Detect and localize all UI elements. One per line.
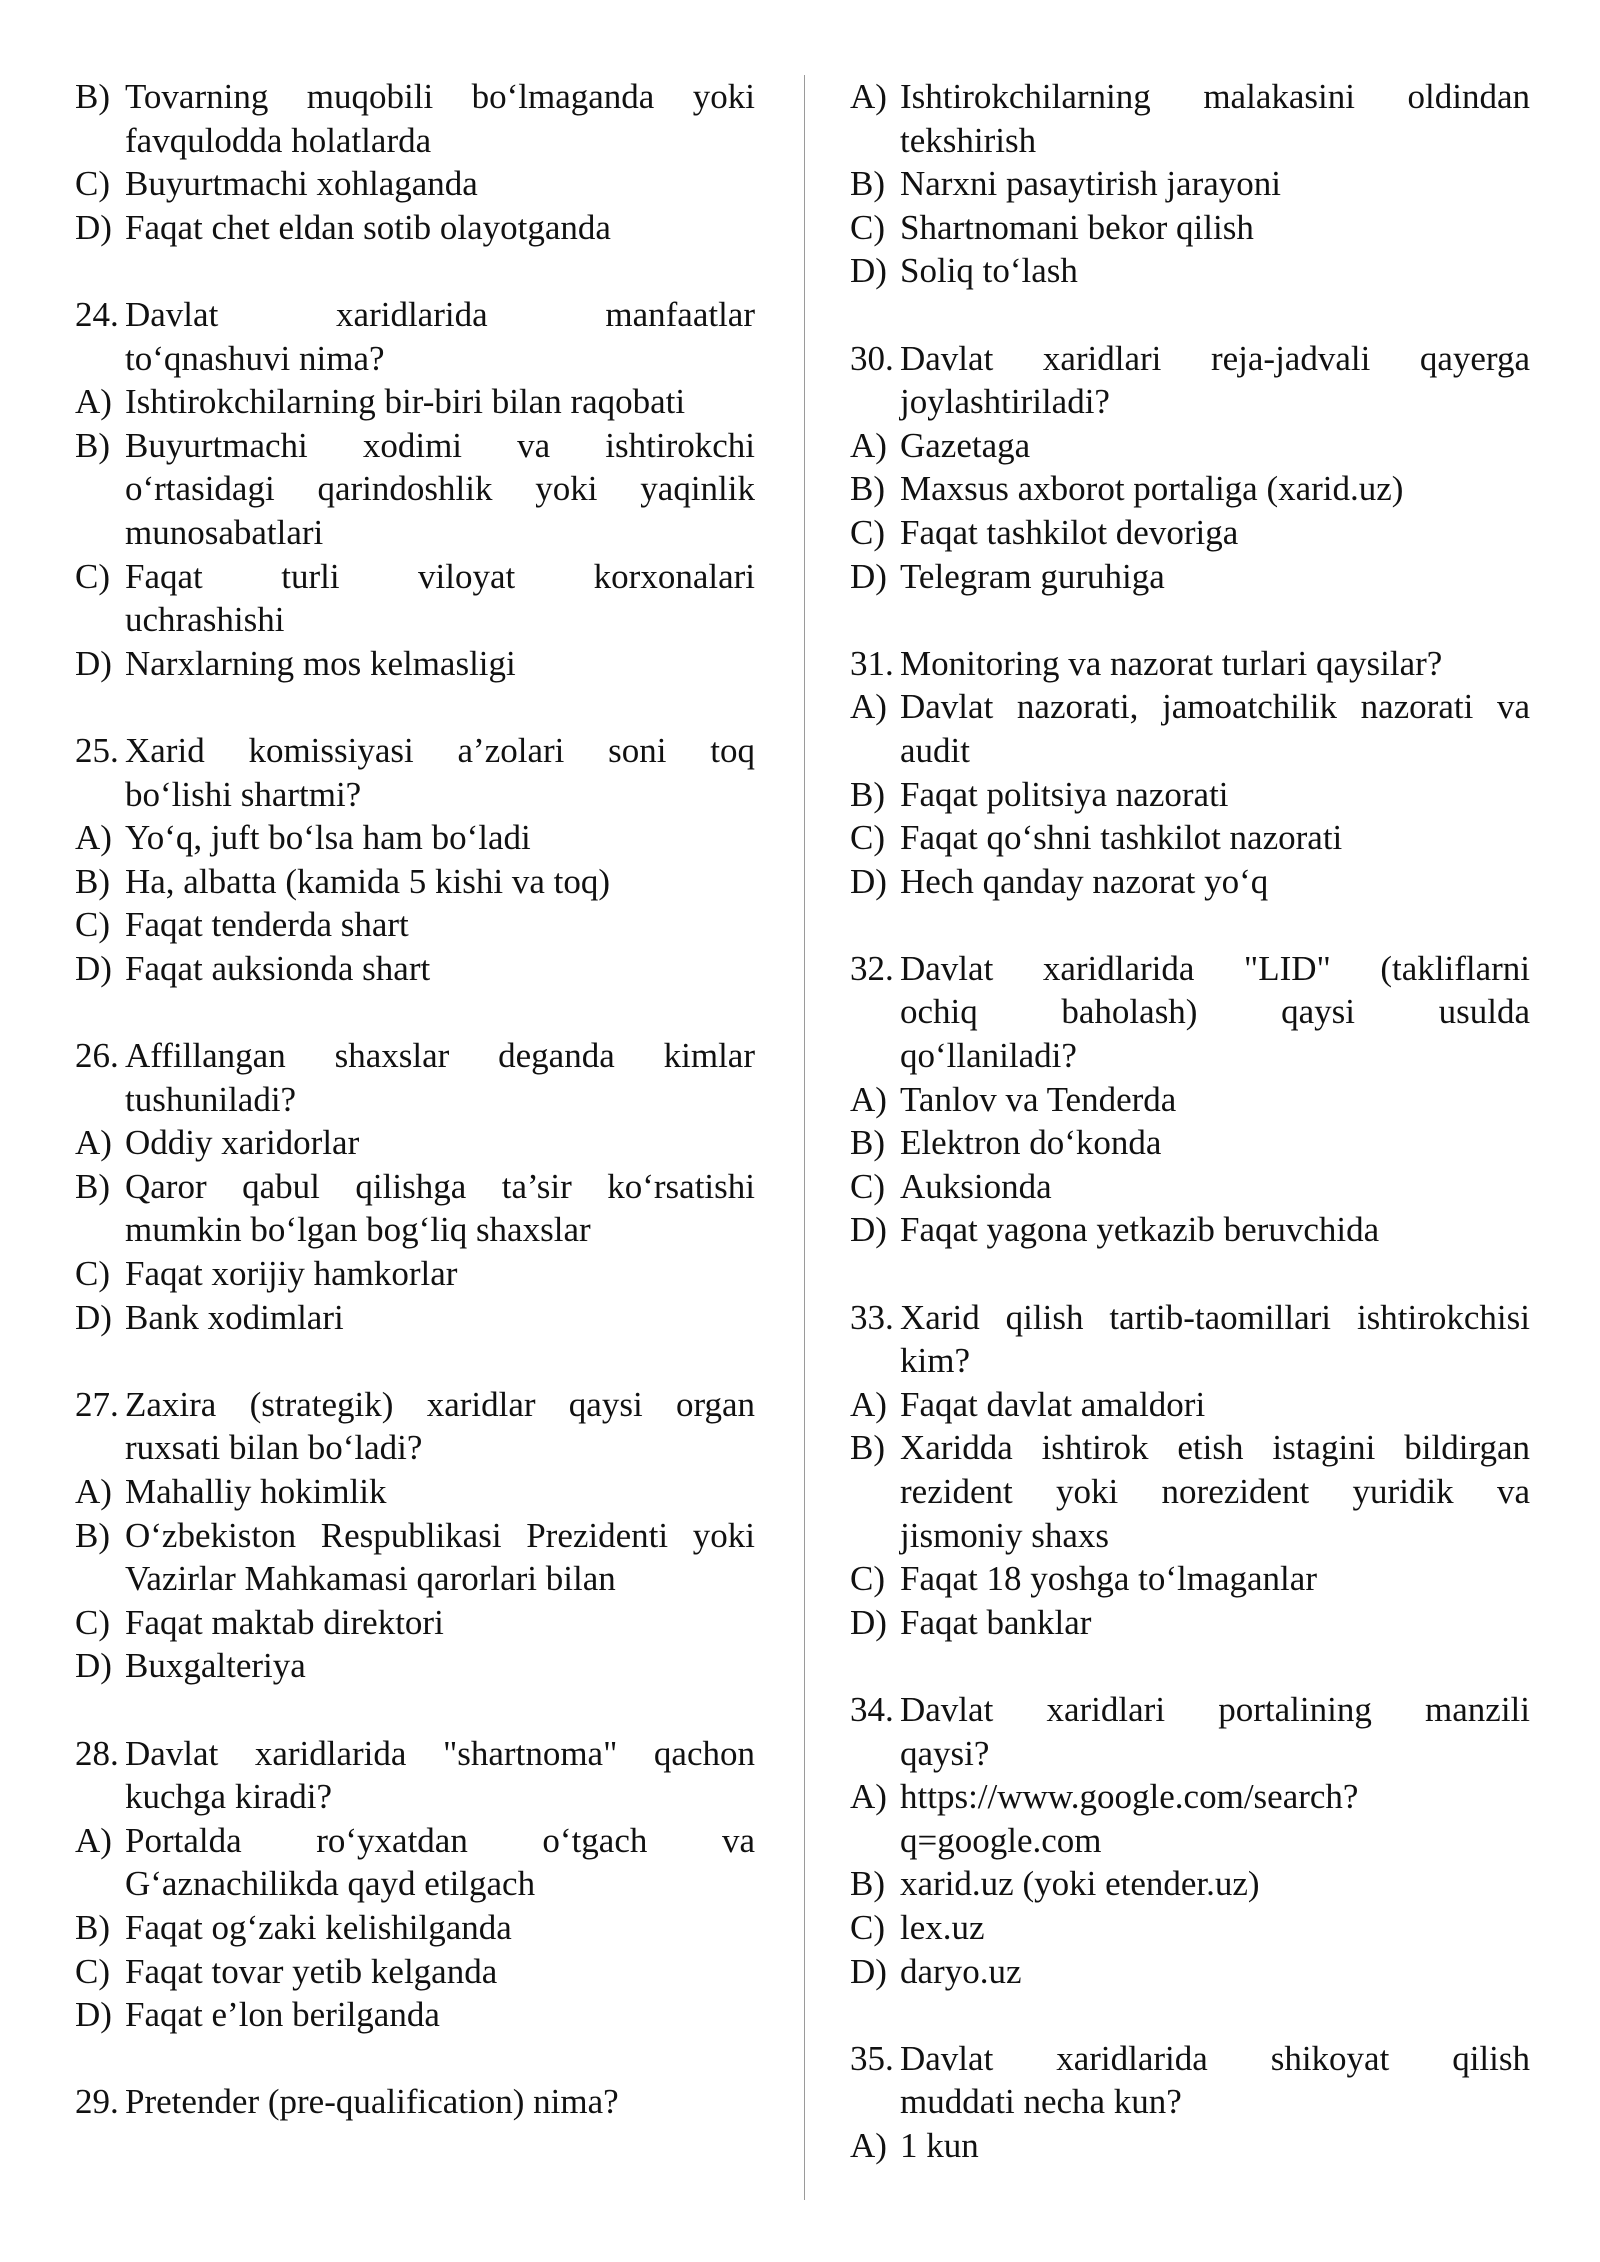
question-text-line: ochiq baholash) qaysi usulda — [900, 992, 1530, 1032]
option-text-line: tekshirish — [900, 120, 1037, 160]
option-text-line: Xaridda ishtirok etish istagini bildirgan — [900, 1428, 1530, 1468]
answer-option — [75, 1601, 755, 1645]
answer-option — [75, 1121, 755, 1165]
option-text-line: munosabatlari — [125, 512, 324, 552]
option-letter: C) — [75, 556, 110, 596]
option-letter: D) — [75, 948, 112, 988]
option-letter: C) — [75, 1951, 110, 1991]
block-spacer — [75, 1688, 755, 1732]
answer-option — [850, 773, 1530, 817]
option-text-line: Telegram guruhiga — [900, 556, 1165, 596]
question-text-line: qaysi? — [900, 1733, 990, 1773]
answer-option — [850, 1165, 1530, 1209]
option-text-line: mumkin bo‘lgan bog‘liq shaxslar — [125, 1210, 591, 1250]
answer-option — [75, 1950, 755, 1994]
option-letter: C) — [850, 207, 885, 247]
question-number: 28. — [75, 1733, 119, 1773]
answer-option — [850, 816, 1530, 860]
option-letter: D) — [850, 251, 887, 291]
option-text-line: Ha, albatta (kamida 5 kishi va toq) — [125, 861, 610, 901]
question-text-line: qo‘llaniladi? — [900, 1036, 1077, 1076]
question-text-line: bo‘lishi shartmi? — [125, 774, 362, 814]
answer-option — [850, 1950, 1530, 1994]
answer-option — [850, 424, 1530, 468]
answer-option — [75, 162, 755, 206]
left-column — [75, 75, 755, 2124]
answer-option — [75, 1906, 755, 1950]
option-letter: B) — [75, 1166, 110, 1206]
option-text-line: daryo.uz — [900, 1951, 1022, 1991]
option-text-line: rezident yoki norezident yuridik va — [900, 1472, 1530, 1511]
option-text-line: Bank xodimlari — [125, 1297, 344, 1337]
answer-option — [75, 1993, 755, 2037]
option-text-line: Faqat davlat amaldori — [900, 1384, 1206, 1424]
question-number: 30. — [850, 338, 894, 378]
answer-option — [850, 1557, 1530, 1601]
answer-option — [75, 1252, 755, 1296]
question-block — [75, 729, 755, 816]
option-text-line: Davlat nazorati, jamoatchilik nazorati va — [900, 687, 1530, 727]
question-block — [850, 2037, 1530, 2124]
answer-option — [75, 1470, 755, 1514]
answer-option — [75, 380, 755, 424]
block-spacer — [75, 990, 755, 1034]
answer-option — [850, 1078, 1530, 1122]
answer-option — [850, 1208, 1530, 1252]
option-letter: C) — [850, 818, 885, 858]
option-letter: D) — [75, 1646, 112, 1686]
answer-option — [75, 1644, 755, 1688]
option-text-line: Soliq to‘lash — [900, 251, 1078, 291]
option-letter: A) — [850, 1384, 887, 1424]
question-text-line: Davlat xaridlarida "shartnoma" qachon — [125, 1733, 755, 1773]
option-text-line: Qaror qabul qilishga ta’sir ko‘rsatishi — [125, 1166, 755, 1206]
option-letter: B) — [850, 1428, 885, 1468]
option-text-line: Narxni pasaytirish jarayoni — [900, 164, 1282, 204]
option-letter: C) — [850, 1907, 885, 1947]
question-block — [75, 293, 755, 380]
question-number: 26. — [75, 1036, 119, 1076]
option-letter: B) — [850, 1864, 885, 1904]
option-text-line: Faqat banklar — [900, 1602, 1092, 1642]
answer-option — [850, 685, 1530, 772]
question-text-line: Davlat xaridlari reja-jadvali qayerga — [900, 338, 1530, 378]
option-letter: A) — [850, 1079, 887, 1119]
option-text-line: Buxgalteriya — [125, 1646, 306, 1686]
answer-option — [75, 642, 755, 686]
option-text-line: Faqat tashkilot devoriga — [900, 512, 1239, 552]
option-text-line: Faqat yagona yetkazib beruvchida — [900, 1210, 1380, 1250]
option-letter: D) — [75, 1297, 112, 1337]
answer-option — [75, 1514, 755, 1601]
option-letter: A) — [850, 687, 887, 727]
option-text-line: Auksionda — [900, 1166, 1052, 1206]
option-text-line: 1 kun — [900, 2125, 979, 2165]
answer-option — [850, 860, 1530, 904]
option-letter: C) — [75, 1602, 110, 1642]
option-letter: A) — [75, 1820, 112, 1860]
answer-option — [850, 206, 1530, 250]
option-text-line: Faqat politsiya nazorati — [900, 774, 1229, 814]
option-text-line: Faqat 18 yoshga to‘lmaganlar — [900, 1559, 1317, 1599]
option-text-line: https://www.google.com/search? — [900, 1777, 1359, 1817]
option-text-line: O‘zbekiston Respublikasi Prezidenti yoki — [125, 1515, 755, 1555]
option-text-line: Buyurtmachi xohlaganda — [125, 164, 478, 204]
option-letter: A) — [75, 818, 112, 858]
option-letter: B) — [75, 425, 110, 465]
option-text-line: Oddiy xaridorlar — [125, 1123, 360, 1163]
option-letter: D) — [850, 556, 887, 596]
question-block — [850, 947, 1530, 1078]
column-divider — [804, 75, 805, 2200]
question-number: 31. — [850, 643, 894, 683]
question-block — [75, 1383, 755, 1470]
answer-option — [850, 1426, 1530, 1557]
option-letter: B) — [850, 774, 885, 814]
option-text-line: Faqat qo‘shni tashkilot nazorati — [900, 818, 1343, 858]
answer-option — [850, 1775, 1530, 1862]
option-text-line: Yo‘q, juft bo‘lsa ham bo‘ladi — [125, 818, 531, 858]
question-text-line: kuchga kiradi? — [125, 1777, 332, 1817]
option-text-line: Hech qanday nazorat yo‘q — [900, 861, 1269, 901]
option-letter: D) — [850, 1951, 887, 1991]
question-number: 29. — [75, 2082, 119, 2122]
question-block — [75, 1034, 755, 1121]
answer-option — [75, 903, 755, 947]
option-letter: C) — [75, 1254, 110, 1294]
option-text-line: q=google.com — [900, 1820, 1102, 1860]
option-text-line: Faqat auksionda shart — [125, 948, 431, 988]
option-text-line: G‘aznachilikda qayd etilgach — [125, 1864, 536, 1904]
right-column — [850, 75, 1530, 2168]
option-text-line: Faqat chet eldan sotib olayotganda — [125, 207, 611, 247]
option-letter: C) — [850, 1166, 885, 1206]
answer-option — [75, 1165, 755, 1252]
question-text-line: Affillangan shaxslar deganda kimlar — [125, 1036, 755, 1076]
option-text-line: favqulodda holatlarda — [125, 120, 432, 160]
option-text-line: Mahalliy hokimlik — [125, 1472, 387, 1511]
option-text-line: audit — [900, 730, 970, 770]
option-text-line: Ishtirokchilarning bir-biri bilan raqobati — [125, 382, 686, 422]
option-text-line: jismoniy shaxs — [900, 1515, 1110, 1555]
question-text-line: joylashtiriladi? — [900, 382, 1110, 422]
question-text-line: tushuniladi? — [125, 1079, 297, 1119]
question-block — [850, 337, 1530, 424]
answer-option — [75, 816, 755, 860]
option-letter: C) — [850, 1559, 885, 1599]
question-number: 33. — [850, 1297, 894, 1337]
question-text-line: muddati necha kun? — [900, 2082, 1182, 2122]
answer-option — [75, 424, 755, 555]
block-spacer — [850, 1644, 1530, 1688]
option-letter: A) — [75, 1472, 112, 1511]
option-text-line: Elektron do‘konda — [900, 1123, 1162, 1163]
option-letter: C) — [850, 512, 885, 552]
answer-option — [75, 206, 755, 250]
block-spacer — [850, 1252, 1530, 1296]
option-letter: A) — [850, 425, 887, 465]
answer-option — [75, 1819, 755, 1906]
option-letter: C) — [75, 905, 110, 945]
block-spacer — [850, 598, 1530, 642]
option-letter: C) — [75, 164, 110, 204]
option-text-line: Portalda ro‘yxatdan o‘tgach va — [125, 1820, 755, 1860]
option-text-line: Gazetaga — [900, 425, 1031, 465]
option-letter: B) — [850, 1123, 885, 1163]
answer-option — [75, 75, 755, 162]
option-letter: D) — [850, 861, 887, 901]
option-text-line: Shartnomani bekor qilish — [900, 207, 1254, 247]
option-letter: B) — [850, 469, 885, 509]
option-text-line: o‘rtasidagi qarindoshlik yoki yaqinlik — [125, 469, 755, 509]
question-block — [75, 1732, 755, 1819]
question-block — [850, 1296, 1530, 1383]
question-number: 32. — [850, 948, 894, 988]
question-number: 25. — [75, 730, 119, 770]
answer-option — [75, 1296, 755, 1340]
answer-option — [850, 2124, 1530, 2168]
question-text-line: Davlat xaridlari portalining manzili — [900, 1689, 1530, 1729]
answer-option — [850, 467, 1530, 511]
answer-option — [850, 511, 1530, 555]
question-text-line: Pretender (pre-qualification) nima? — [125, 2082, 619, 2122]
block-spacer — [75, 249, 755, 293]
question-number: 34. — [850, 1689, 894, 1729]
question-block — [75, 2080, 755, 2124]
option-letter: A) — [850, 1777, 887, 1817]
answer-option — [850, 1906, 1530, 1950]
option-text-line: Faqat turli viloyat korxonalari — [125, 556, 755, 596]
option-text-line: Faqat tenderda shart — [125, 905, 409, 945]
option-letter: A) — [75, 382, 112, 422]
answer-option — [850, 1601, 1530, 1645]
option-text-line: Faqat og‘zaki kelishilganda — [125, 1907, 512, 1947]
answer-option — [850, 75, 1530, 162]
answer-option — [850, 162, 1530, 206]
question-number: 35. — [850, 2038, 894, 2078]
answer-option — [850, 555, 1530, 599]
option-letter: B) — [850, 164, 885, 204]
answer-option — [75, 555, 755, 642]
question-number: 27. — [75, 1384, 119, 1424]
question-block — [850, 642, 1530, 686]
option-letter: A) — [850, 2125, 887, 2165]
question-text-line: Monitoring va nazorat turlari qaysilar? — [900, 643, 1443, 683]
question-text-line: to‘qnashuvi nima? — [125, 338, 385, 378]
question-text-line: Xarid komissiyasi a’zolari soni toq — [125, 730, 755, 770]
question-number: 24. — [75, 294, 119, 334]
option-text-line: Faqat xorijiy hamkorlar — [125, 1254, 458, 1294]
option-text-line: Maxsus axborot portaliga (xarid.uz) — [900, 469, 1404, 509]
option-letter: B) — [75, 1907, 110, 1947]
option-letter: B) — [75, 77, 110, 116]
block-spacer — [75, 2037, 755, 2081]
option-text-line: Narxlarning mos kelmasligi — [125, 643, 516, 683]
answer-option — [75, 947, 755, 991]
question-text-line: Davlat xaridlarida "LID" (takliflarni — [900, 948, 1530, 988]
question-text-line: Zaxira (strategik) xaridlar qaysi organ — [125, 1384, 755, 1424]
option-letter: A) — [75, 1123, 112, 1163]
option-letter: D) — [75, 1995, 112, 2035]
option-letter: D) — [850, 1602, 887, 1642]
option-text-line: xarid.uz (yoki etender.uz) — [900, 1864, 1260, 1904]
option-text-line: Ishtirokchilarning malakasini oldindan — [900, 77, 1530, 116]
option-text-line: uchrashishi — [125, 600, 285, 640]
answer-option — [850, 249, 1530, 293]
question-text-line: Davlat xaridlarida manfaatlar — [125, 294, 755, 334]
question-text-line: kim? — [900, 1341, 970, 1381]
question-text-line: ruxsati bilan bo‘ladi? — [125, 1428, 423, 1468]
question-text-line: Davlat xaridlarida shikoyat qilish — [900, 2038, 1530, 2078]
block-spacer — [75, 1339, 755, 1383]
option-letter: D) — [75, 207, 112, 247]
answer-option — [850, 1121, 1530, 1165]
option-text-line: Vazirlar Mahkamasi qarorlari bilan — [125, 1559, 616, 1599]
question-block — [850, 1688, 1530, 1775]
answer-option — [850, 1383, 1530, 1427]
option-letter: B) — [75, 1515, 110, 1555]
block-spacer — [850, 903, 1530, 947]
option-text-line: Faqat e’lon berilganda — [125, 1995, 440, 2035]
option-text-line: Faqat tovar yetib kelganda — [125, 1951, 498, 1991]
option-text-line: Faqat maktab direktori — [125, 1602, 444, 1642]
block-spacer — [850, 1993, 1530, 2037]
option-letter: D) — [850, 1210, 887, 1250]
block-spacer — [850, 293, 1530, 337]
answer-option — [75, 860, 755, 904]
option-text-line: lex.uz — [900, 1907, 985, 1947]
option-letter: D) — [75, 643, 112, 683]
option-letter: B) — [75, 861, 110, 901]
block-spacer — [75, 685, 755, 729]
option-letter: A) — [850, 77, 887, 116]
answer-option — [850, 1862, 1530, 1906]
question-text-line: Xarid qilish tartib-taomillari ishtirokchisi — [900, 1297, 1530, 1337]
option-text-line: Tanlov va Tenderda — [900, 1079, 1177, 1119]
option-text-line: Buyurtmachi xodimi va ishtirokchi — [125, 425, 755, 465]
option-text-line: Tovarning muqobili bo‘lmaganda yoki — [125, 77, 755, 116]
